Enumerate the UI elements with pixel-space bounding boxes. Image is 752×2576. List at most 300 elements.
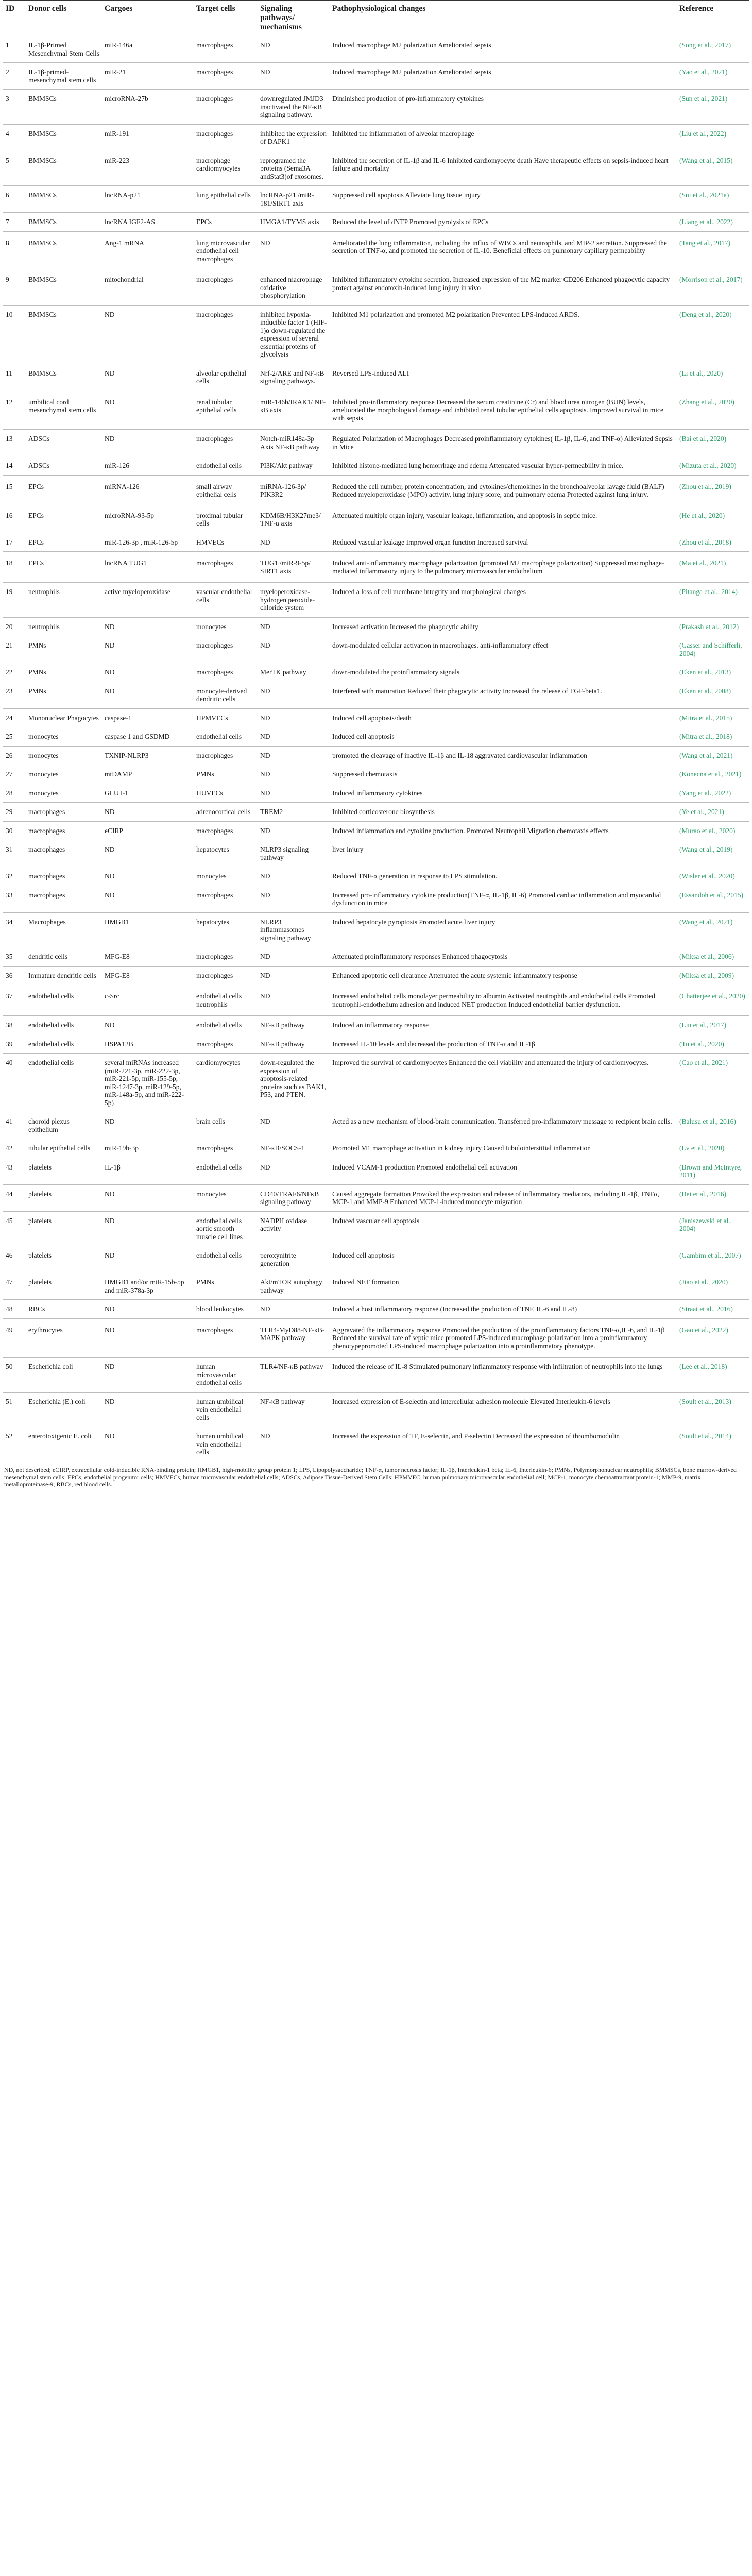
cell-signaling: PI3K/Akt pathway [258,456,330,476]
cell-cargo: several miRNAs increased (miR-221-3p, miR-222-3p, miR-221-5p, miR-155-5p, miR-1247-3p, miR-129-5p, miR-148a-5p, and miR-222-5p) [102,1054,194,1112]
cell-patho: Regulated Polarization of Macrophages Decreased proinflammatory cytokines( IL-1β, IL-6, and TNF-α) Alleviated Sepsis in Mice [330,430,677,456]
table-row [3,36,749,63]
cell-cargo: ND [102,886,194,912]
cell-cargo: ND [102,617,194,636]
cell-target: lung epithelial cells [194,186,258,213]
cell-patho: Increased activation Increased the phagocytic ability [330,617,677,636]
cell-patho: Ameliorated the lung inflammation, including the influx of WBCs and neutrophils, and MIP-2 secretion. Suppressed the secretion of TNF-α, and promoted the secretion of IL-10. Beneficial effects on pulmonary capillary permeability [330,231,677,270]
cell-reference[interactable]: (Wang et al., 2019) [677,840,749,867]
cell-reference[interactable]: (Jiao et al., 2020) [677,1273,749,1300]
cell-donor: ADSCs [26,430,102,456]
cell-patho: Suppressed cell apoptosis Alleviate lung tissue injury [330,186,677,213]
cell-id: 7 [3,213,26,232]
cell-target: macrophages [194,430,258,456]
cell-reference[interactable]: (Liu et al., 2022) [677,124,749,151]
cell-target: macrophages [194,636,258,663]
cell-id: 47 [3,1273,26,1300]
cell-reference[interactable]: (Liu et al., 2017) [677,1016,749,1035]
cell-target: endothelial cells [194,1246,258,1273]
cell-signaling: ND [258,821,330,840]
cell-signaling: myeloperoxidase-hydrogen peroxide-chloride system [258,583,330,618]
cell-donor: BMMSCs [26,186,102,213]
cell-reference[interactable]: (Yao et al., 2021) [677,63,749,90]
cell-donor: IL-1β-Primed Mesenchymal Stem Cells [26,36,102,63]
cell-target: human umbilical vein endothelial cells [194,1392,258,1427]
cell-target: macrophages [194,821,258,840]
cell-donor: umbilical cord mesenchymal stem cells [26,391,102,430]
cell-donor: EPCs [26,506,102,533]
cell-reference[interactable]: (Murao et al., 2020) [677,821,749,840]
cell-id: 20 [3,617,26,636]
cell-id: 5 [3,151,26,186]
cell-target: renal tubular epithelial cells [194,391,258,430]
cell-donor: macrophages [26,867,102,886]
cell-signaling: ND [258,708,330,727]
cell-patho: Induced anti-inflammatory macrophage polarization (promoted M2 macrophage polarization) Suppressed macrophage-mediated inflammatory injury to the pulmonary microvascular endothelium [330,552,677,583]
cell-reference[interactable]: (Janiszewski et al., 2004) [677,1211,749,1246]
table-row [3,821,749,840]
cell-target: alveolar epithelial cells [194,364,258,391]
cell-target: HMVECs [194,533,258,552]
cell-id: 21 [3,636,26,663]
cell-id: 1 [3,36,26,63]
cell-signaling: ND [258,36,330,63]
table-row [3,583,749,618]
cell-id: 51 [3,1392,26,1427]
cell-target: macrophages [194,305,258,364]
cell-cargo: HSPA12B [102,1035,194,1054]
cell-patho: Inhibited the inflammation of alveolar macrophage [330,124,677,151]
cell-reference[interactable]: (Zhou et al., 2018) [677,533,749,552]
cell-target: endothelial cells [194,1016,258,1035]
table-row [3,682,749,708]
cell-reference[interactable]: (Gambim et al., 2007) [677,1246,749,1273]
header-ref: Reference [677,1,749,36]
cell-reference[interactable]: (Miksa et al., 2006) [677,947,749,967]
cell-patho: Increased IL-10 levels and decreased the production of TNF-α and IL-1β [330,1035,677,1054]
cell-cargo: ND [102,1016,194,1035]
cell-id: 49 [3,1318,26,1358]
cell-donor: platelets [26,1246,102,1273]
table-row [3,617,749,636]
cell-signaling: TUG1 /miR-9-5p/ SIRT1 axis [258,552,330,583]
header-id: ID [3,1,26,36]
cell-cargo: ND [102,1211,194,1246]
cell-signaling: ND [258,886,330,912]
cell-signaling: NF-κB pathway [258,1016,330,1035]
cell-patho: Induced cell apoptosis/death [330,708,677,727]
cell-target: endothelial cells [194,1158,258,1184]
cell-reference[interactable]: (Bei et al., 2016) [677,1184,749,1211]
cell-reference[interactable]: (Soult et al., 2013) [677,1392,749,1427]
cell-id: 43 [3,1158,26,1184]
cell-id: 26 [3,746,26,765]
table-header [3,1,749,36]
cell-donor: platelets [26,1273,102,1300]
cell-patho: Attenuated proinflammatory responses Enhanced phagocytosis [330,947,677,967]
cell-cargo: miR-126 [102,456,194,476]
cell-reference[interactable]: (Pitanga et al., 2014) [677,583,749,618]
cell-reference[interactable]: (Gasser and Schifferli, 2004) [677,636,749,663]
cell-target: monocyte-derived dendritic cells [194,682,258,708]
cell-target: macrophages [194,966,258,985]
cell-reference[interactable]: (Konecna et al., 2021) [677,765,749,784]
cell-signaling: inhibited the expression of DAPK1 [258,124,330,151]
table-row [3,1427,749,1462]
cell-donor: tubular epithelial cells [26,1139,102,1158]
cell-donor: enterotoxigenic E. coli [26,1427,102,1462]
cell-signaling: Notch-miR148a-3p Axis NF-κB pathway [258,430,330,456]
cell-target: proximal tubular cells [194,506,258,533]
cell-patho: Increased pro-inflammatory cytokine production(TNF-α, IL-1β, IL-6) Promoted cardiac inflammation and myocardial dysfunction in mice [330,886,677,912]
table-row [3,1211,749,1246]
cell-reference[interactable]: (Soult et al., 2014) [677,1427,749,1462]
table-row [3,270,749,306]
cell-reference[interactable]: (Cao et al., 2021) [677,1054,749,1112]
cell-donor: Mononuclear Phagocytes [26,708,102,727]
cell-id: 41 [3,1112,26,1139]
table-row [3,1392,749,1427]
cell-reference[interactable]: (Bai et al., 2020) [677,430,749,456]
cell-signaling: ND [258,985,330,1016]
cell-id: 48 [3,1300,26,1319]
table-row [3,746,749,765]
cell-id: 34 [3,912,26,947]
cell-reference[interactable]: (Mitra et al., 2015) [677,708,749,727]
cell-donor: BMMSCs [26,270,102,306]
table-row [3,708,749,727]
table-row [3,552,749,583]
cell-donor: platelets [26,1158,102,1184]
cell-donor: platelets [26,1211,102,1246]
cell-id: 9 [3,270,26,306]
cell-cargo: MFG-E8 [102,966,194,985]
table-row [3,151,749,186]
cell-target: macrophages [194,947,258,967]
cell-id: 28 [3,784,26,803]
cell-reference[interactable]: (Sui et al., 2021a) [677,186,749,213]
cell-target: brain cells [194,1112,258,1139]
cell-signaling: ND [258,947,330,967]
header-signaling: Signaling pathways/ mechanisms [258,1,330,36]
cell-id: 27 [3,765,26,784]
cell-target: macrophage cardiomyocytes [194,151,258,186]
cell-patho: Induced vascular cell apoptosis [330,1211,677,1246]
cell-donor: BMMSCs [26,213,102,232]
cell-patho: Induced cell apoptosis [330,1246,677,1273]
cell-patho: Suppressed chemotaxis [330,765,677,784]
cell-patho: Attenuated multiple organ injury, vascular leakage, inflammation, and apoptosis in septic mice. [330,506,677,533]
cell-signaling: ND [258,682,330,708]
cell-signaling: Akt/mTOR autophagy pathway [258,1273,330,1300]
cell-cargo: miR-19b-3p [102,1139,194,1158]
cell-reference[interactable]: (Song et al., 2017) [677,36,749,63]
cell-target: endothelial cells aortic smooth muscle cell lines [194,1211,258,1246]
cell-id: 50 [3,1358,26,1393]
cell-reference[interactable]: (Yang et al., 2022) [677,784,749,803]
table-row [3,213,749,232]
cell-cargo: ND [102,305,194,364]
cell-signaling: ND [258,867,330,886]
table-row [3,1300,749,1319]
cell-patho: Reduced the cell number, protein concentration, and cytokines/chemokines in the bronchoalveolar lavage fluid (BALF) Reduced myeloperoxidase (MPO) activity, lung injury score, and pulmonary edema Protected against lung injury. [330,475,677,506]
cell-patho: Interfered with maturation Reduced their phagocytic activity Increased the release of TGF-beta1. [330,682,677,708]
cell-donor: EPCs [26,533,102,552]
cell-signaling: ND [258,636,330,663]
cell-signaling: NF-κB pathway [258,1035,330,1054]
cell-reference[interactable]: (Balusu et al., 2016) [677,1112,749,1139]
cell-reference[interactable]: (Lv et al., 2020) [677,1139,749,1158]
cell-donor: dendritic cells [26,947,102,967]
cell-signaling: ND [258,533,330,552]
cell-cargo: c-Src [102,985,194,1016]
cell-reference[interactable]: (Miksa et al., 2009) [677,966,749,985]
table-row [3,912,749,947]
table-row [3,784,749,803]
cell-reference[interactable]: (Brown and McIntyre, 2011) [677,1158,749,1184]
cell-cargo: miR-21 [102,63,194,90]
cell-reference[interactable]: (Mitra et al., 2018) [677,727,749,747]
cell-reference[interactable]: (Chatterjee et al., 2020) [677,985,749,1016]
cell-patho: Reduced the level of dNTP Promoted pyrolysis of EPCs [330,213,677,232]
cell-donor: Escherichia coli [26,1358,102,1393]
table-row [3,1112,749,1139]
cell-cargo: ND [102,840,194,867]
cell-patho: Induced a host inflammatory response (Increased the production of TNF, IL-6 and IL-8) [330,1300,677,1319]
cell-cargo: ND [102,1427,194,1462]
cell-id: 12 [3,391,26,430]
table-row [3,1358,749,1393]
cell-id: 4 [3,124,26,151]
cell-reference[interactable]: (Eken et al., 2013) [677,663,749,682]
cell-signaling: NF-κB/SOCS-1 [258,1139,330,1158]
cell-target: monocytes [194,1184,258,1211]
cell-donor: BMMSCs [26,305,102,364]
cell-patho: Increased the expression of TF, E-selectin, and P-selectin Decreased the expression of thrombomodulin [330,1427,677,1462]
cell-reference[interactable]: (Ma et al., 2021) [677,552,749,583]
cell-cargo: TXNIP-NLRP3 [102,746,194,765]
cell-reference[interactable]: (Morrison et al., 2017) [677,270,749,306]
cell-patho: Aggravated the inflammatory response Promoted the production of the proinflammatory factors TNF-α,IL-6, and IL-1β Reduced the survival rate of septic mice promoted LPS-induced macrophage polarization into a proinflammatory phenotypepromoted LPS-induced macrophage polarization into a proinflammatory phenotype. [330,1318,677,1358]
cell-patho: Reduced TNF-α generation in response to LPS stimulation. [330,867,677,886]
table-row [3,886,749,912]
cell-donor: choroid plexus epithelium [26,1112,102,1139]
table-body [3,36,749,1462]
cell-target: small airway epithelial cells [194,475,258,506]
cell-target: blood leukocytes [194,1300,258,1319]
cell-reference[interactable]: (Li et al., 2020) [677,364,749,391]
cell-patho: Promoted M1 macrophage activation in kidney injury Caused tubulointerstitial inflammation [330,1139,677,1158]
cell-id: 6 [3,186,26,213]
cell-signaling: ND [258,231,330,270]
cell-id: 31 [3,840,26,867]
cell-id: 25 [3,727,26,747]
cell-target: macrophages [194,746,258,765]
cell-signaling: NADPH oxidase activity [258,1211,330,1246]
cell-target: macrophages [194,63,258,90]
cell-donor: monocytes [26,746,102,765]
cell-signaling: Nrf-2/ARE and NF-κB signaling pathways. [258,364,330,391]
cell-donor: Immature dendritic cells [26,966,102,985]
table-row [3,456,749,476]
cell-signaling: MerTK pathway [258,663,330,682]
cell-donor: RBCs [26,1300,102,1319]
cell-donor: IL-1β-primed-mesenchymal stem cells [26,63,102,90]
cell-cargo: miR-146a [102,36,194,63]
cell-target: vascular endothelial cells [194,583,258,618]
cell-signaling: miR-146b/IRAK1/ NF-κB axis [258,391,330,430]
cell-cargo: IL-1β [102,1158,194,1184]
cell-reference[interactable]: (Wang et al., 2021) [677,746,749,765]
cell-id: 38 [3,1016,26,1035]
cell-id: 11 [3,364,26,391]
cell-patho: Induced the release of IL-8 Stimulated pulmonary inflammatory response with infiltration of neutrophils into the lungs [330,1358,677,1393]
cell-patho: Inhibited pro-inflammatory response Decreased the serum creatinine (Cr) and blood urea nitrogen (BUN) levels, ameliorated the morphological damage and inhibited renal tubular epithelial cells apoptosis. Improved survival in mice with sepsis [330,391,677,430]
cell-patho: Induced an inflammatory response [330,1016,677,1035]
cell-donor: endothelial cells [26,1035,102,1054]
cell-donor: PMNs [26,636,102,663]
cell-reference[interactable]: (Wang et al., 2021) [677,912,749,947]
cell-donor: BMMSCs [26,124,102,151]
cell-reference[interactable]: (Tang et al., 2017) [677,231,749,270]
cell-signaling: ND [258,1158,330,1184]
cell-patho: Reduced vascular leakage Improved organ function Increased survival [330,533,677,552]
cell-patho: Induced macrophage M2 polarization Ameliorated sepsis [330,63,677,90]
cell-signaling: ND [258,1427,330,1462]
cell-reference[interactable]: (Sun et al., 2021) [677,90,749,125]
cell-signaling: reprogramed the proteins (Sema3A andStat3)of exosomes. [258,151,330,186]
cell-donor: macrophages [26,821,102,840]
cell-cargo: Ang-1 mRNA [102,231,194,270]
cell-target: lung microvascular endothelial cell macrophages [194,231,258,270]
cell-reference[interactable]: (Essandoh et al., 2015) [677,886,749,912]
table-row [3,186,749,213]
cell-reference[interactable]: (Deng et al., 2020) [677,305,749,364]
cell-patho: Induced macrophage M2 polarization Ameliorated sepsis [330,36,677,63]
cell-donor: EPCs [26,475,102,506]
cell-reference[interactable]: (Eken et al., 2008) [677,682,749,708]
cell-cargo: ND [102,1358,194,1393]
cell-target: PMNs [194,1273,258,1300]
cell-patho: Inhibited the secretion of IL-1β and IL-6 Inhibited cardiomyocyte death Have therapeutic effects on sepsis-induced heart failure and mortality [330,151,677,186]
table-row [3,533,749,552]
table-row [3,430,749,456]
cell-id: 16 [3,506,26,533]
cell-reference[interactable]: (Wang et al., 2015) [677,151,749,186]
cell-donor: monocytes [26,765,102,784]
cell-patho: promoted the cleavage of inactive IL-1β and IL-18 aggravated cardiovascular inflammation [330,746,677,765]
cell-id: 36 [3,966,26,985]
cell-signaling: lncRNA-p21 /miR-181/SIRT1 axis [258,186,330,213]
cell-patho: Diminished production of pro-inflammatory cytokines [330,90,677,125]
cell-target: macrophages [194,1318,258,1358]
table-row [3,1273,749,1300]
table-row [3,765,749,784]
table-row [3,475,749,506]
cell-target: macrophages [194,124,258,151]
cell-id: 30 [3,821,26,840]
table-row [3,867,749,886]
cell-donor: BMMSCs [26,151,102,186]
cell-donor: platelets [26,1184,102,1211]
table-row [3,1318,749,1358]
table-row [3,803,749,822]
table-row [3,1184,749,1211]
cell-cargo: ND [102,1392,194,1427]
cell-target: endothelial cells [194,456,258,476]
cell-reference[interactable]: (Zhang et al., 2020) [677,391,749,430]
cell-id: 23 [3,682,26,708]
cell-id: 29 [3,803,26,822]
cell-target: macrophages [194,90,258,125]
cell-signaling: miRNA-126-3p/ PIK3R2 [258,475,330,506]
cell-donor: macrophages [26,840,102,867]
cell-reference[interactable]: (Zhou et al., 2019) [677,475,749,506]
cell-id: 39 [3,1035,26,1054]
cell-reference[interactable]: (Straat et al., 2016) [677,1300,749,1319]
table-row [3,90,749,125]
cell-id: 19 [3,583,26,618]
cell-id: 37 [3,985,26,1016]
table-row [3,985,749,1016]
header-cargo: Cargoes [102,1,194,36]
cell-reference[interactable]: (Wisler et al., 2020) [677,867,749,886]
cell-target: macrophages [194,1035,258,1054]
cell-reference[interactable]: (Tu et al., 2020) [677,1035,749,1054]
cell-cargo: caspase 1 and GSDMD [102,727,194,747]
cell-reference[interactable]: (Prakash et al., 2012) [677,617,749,636]
cell-signaling: TLR4/NF-κB pathway [258,1358,330,1393]
cell-donor: BMMSCs [26,90,102,125]
cell-reference[interactable]: (Ye et al., 2021) [677,803,749,822]
cell-reference[interactable]: (Liang et al., 2022) [677,213,749,232]
cell-signaling: HMGA1/TYMS axis [258,213,330,232]
cell-signaling: ND [258,1112,330,1139]
cell-signaling: inhibited hypoxia-inducible factor 1 (HIF-1)α down-regulated the expression of several essential proteins of glycolysis [258,305,330,364]
cell-reference[interactable]: (Mizuta et al., 2020) [677,456,749,476]
table-row [3,305,749,364]
cell-patho: Enhanced apoptotic cell clearance Attenuated the acute systemic inflammatory response [330,966,677,985]
cell-cargo: ND [102,867,194,886]
cell-reference[interactable]: (He et al., 2020) [677,506,749,533]
cell-signaling: NLRP3 signaling pathway [258,840,330,867]
cell-reference[interactable]: (Lee et al., 2018) [677,1358,749,1393]
cell-donor: BMMSCs [26,364,102,391]
cell-patho: Increased expression of E-selectin and intercellular adhesion molecule Elevated Interleukin-6 levels [330,1392,677,1427]
cell-donor: macrophages [26,803,102,822]
header-target: Target cells [194,1,258,36]
cell-cargo: miR-191 [102,124,194,151]
cell-reference[interactable]: (Gao et al., 2022) [677,1318,749,1358]
cell-cargo: lncRNA-p21 [102,186,194,213]
cell-signaling: enhanced macrophage oxidative phosphorylation [258,270,330,306]
cell-signaling: ND [258,727,330,747]
cell-cargo: ND [102,1112,194,1139]
cell-id: 13 [3,430,26,456]
cell-cargo: ND [102,1246,194,1273]
cell-id: 44 [3,1184,26,1211]
cell-id: 22 [3,663,26,682]
cell-cargo: ND [102,391,194,430]
cell-donor: Macrophages [26,912,102,947]
table-row [3,947,749,967]
cell-donor: ADSCs [26,456,102,476]
table-row [3,636,749,663]
cell-donor: neutrophils [26,583,102,618]
cell-cargo: GLUT-1 [102,784,194,803]
cell-signaling: downregulated JMJD3 inactivated the NF-κB signaling pathway. [258,90,330,125]
cell-target: cardiomyocytes [194,1054,258,1112]
